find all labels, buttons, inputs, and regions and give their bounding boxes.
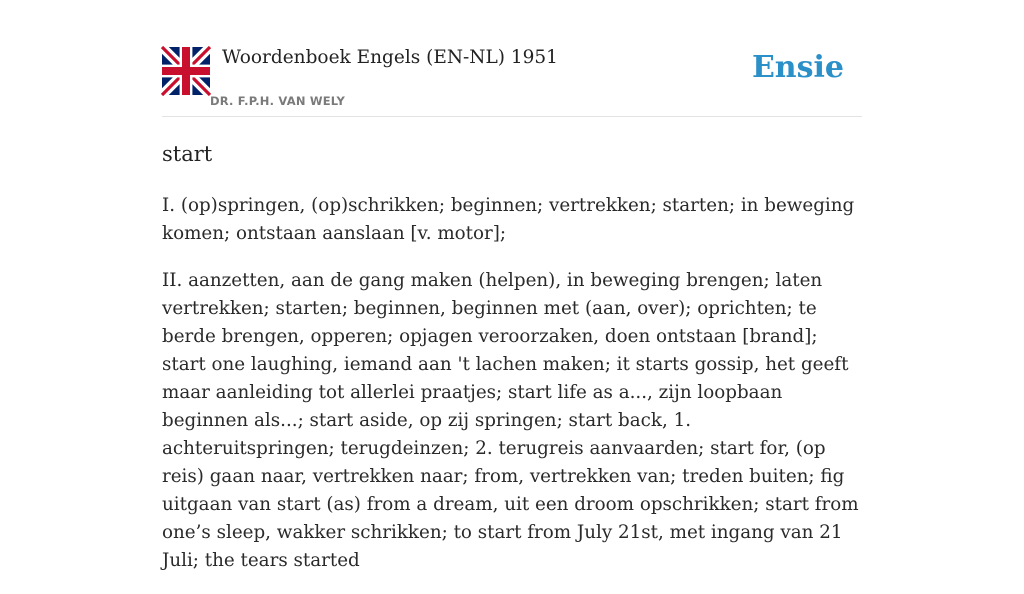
definition: [162, 192, 864, 594]
uk-flag-icon: [162, 47, 210, 95]
headword: start: [162, 142, 213, 166]
entry-card: [162, 0, 862, 571]
dictionary-header: [162, 0, 862, 117]
sense-1: I. (op)springen, (op)schrikken; beginnen; vertrekken; starten; in beweging komen; ontstaan aanslaan [v. motor];: [162, 195, 855, 244]
dictionary-author: DR. F.P.H. VAN WELY: [210, 94, 346, 108]
brand-logo[interactable]: Ensie: [751, 50, 844, 85]
dictionary-title[interactable]: Woordenboek Engels (EN-NL) 1951: [222, 47, 558, 68]
sense-2: II. aanzetten, aan de gang maken (helpen), in beweging brengen; laten vertrekken; starten; beginnen, beginnen met (aan, over); oprichten; te berde brengen, opperen; opjagen veroorzaken, doen ontstaan [brand]; start one laughing, iemand aan 't lachen maken; it starts gossip, het geeft maar aanleiding tot allerlei praatjes; start life as a..., zijn loopbaan beginnen als...; start aside, op zij springen; start back, 1. achteruitspringen; terugdeinzen; 2. terugreis aanvaarden; start for, (op reis) gaan naar, vertrekken naar; from, vertrekken van; treden buiten; fig uitgaan van start (as) from a dream, uit een droom opschrikken; start from one’s sleep, wakker schrikken; to start from July 21st, met ingang van 21 Juli; the tears started: [162, 270, 859, 571]
